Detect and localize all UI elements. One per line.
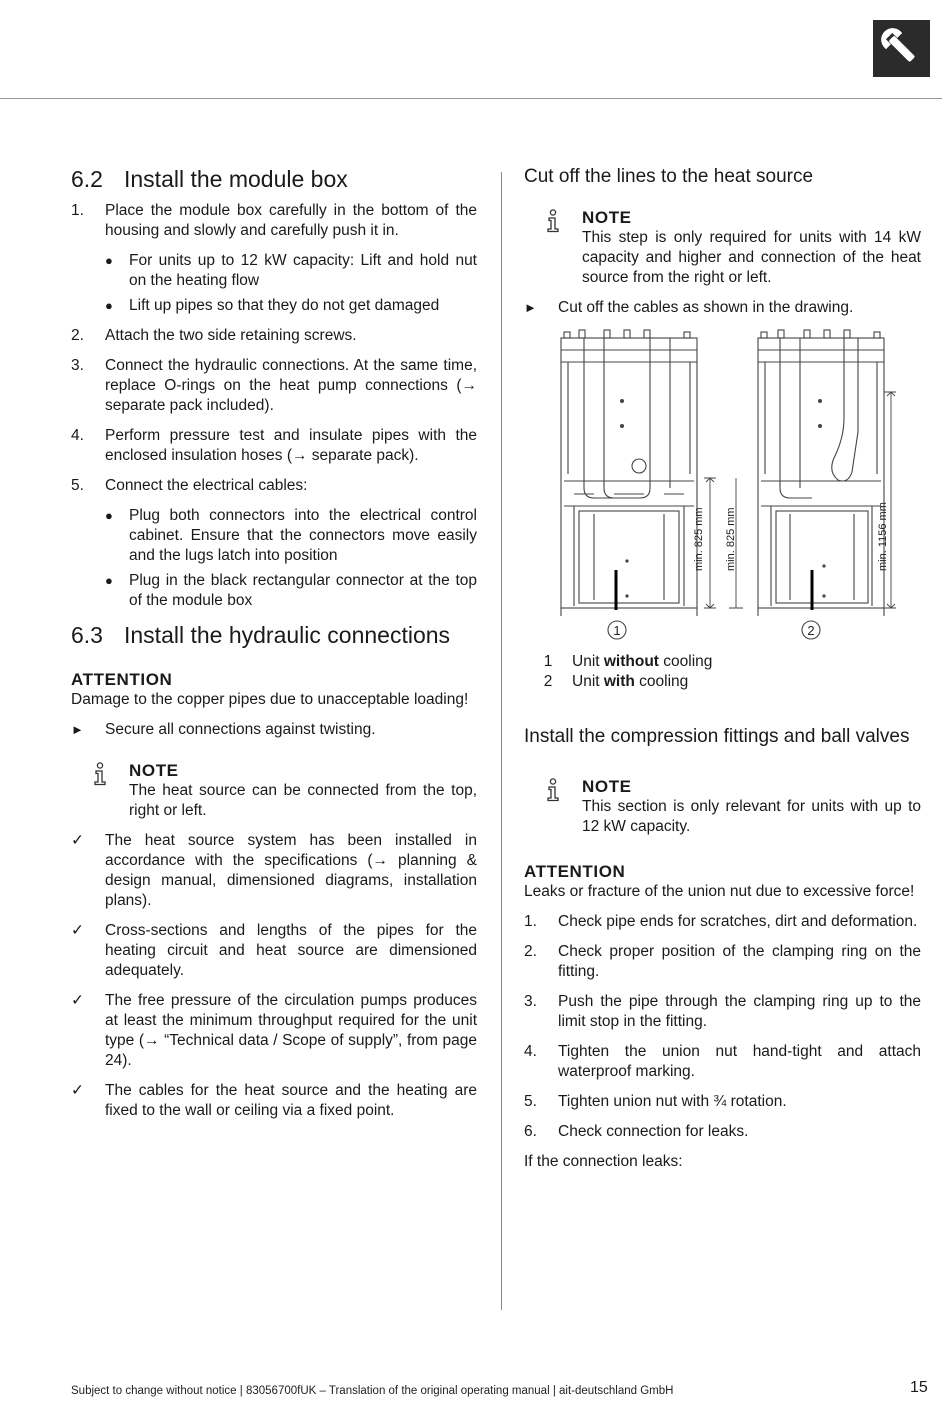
header-rule [0, 98, 942, 99]
check-item: ✓ The heat source system has been installed in accordance with the specifications (→ planning & design manual, dimensioned diagrams, installation plans). [71, 832, 477, 909]
fittings-heading: Install the compression fittings and ball valves [524, 726, 910, 747]
bullet-item: ● Lift up pipes so that they do not get damaged [105, 297, 440, 314]
checkmark-icon: ✓ [71, 992, 84, 1009]
dimension-label: min. 825 mm [693, 507, 705, 571]
bullet-item: ● For units up to 12 kW capacity: Lift and hold nut on the heating flow [105, 252, 477, 289]
step-item: 1. Place the module box carefully in the bottom of the housing and slowly and carefully push it in. [71, 202, 477, 239]
left-column [71, 165, 477, 1121]
checkmark-icon: ✓ [71, 922, 84, 939]
wrench-icon [873, 20, 930, 77]
callout-1: 1 [613, 623, 621, 638]
step-item: 6. Check connection for leaks. [524, 1123, 749, 1140]
attention-block [524, 861, 921, 902]
step-item: 3. Connect the hydraulic connections. At the same time, replace O-rings on the heat pump connections (→ separate pack included). [71, 357, 477, 414]
step-item: 2. Attach the two side retaining screws. [71, 327, 357, 344]
dimension-label: min. 1156 mm [877, 502, 889, 571]
attention-title: ATTENTION [524, 862, 626, 881]
arrow-right-icon: ► [524, 300, 537, 315]
dimension-label: min. 825 mm [725, 507, 737, 571]
step-item: 2. Check proper position of the clamping ring on the fitting. [524, 943, 921, 980]
attention-title: ATTENTION [71, 670, 173, 689]
callout-2: 2 [807, 623, 815, 638]
step-item: 4. Perform pressure test and insulate pipes with the enclosed insulation hoses (→ separate pack). [71, 427, 477, 464]
legend-item: 2 Unit with cooling [543, 673, 689, 690]
note-block: NOTE This step is only required for units with 14 kW capacity and higher and connection of the heat source from the right or left. [524, 207, 921, 288]
attention-text: Leaks or fracture of the union nut due to excessive force! [524, 883, 915, 900]
action-item: ► Secure all connections against twisting. [71, 721, 376, 738]
attention-text: Damage to the copper pipes due to unacceptable loading! [71, 691, 469, 708]
checkmark-icon: ✓ [71, 832, 84, 849]
footer-text: Subject to change without notice | 83056700fUK – Translation of the original operating manual | ait-deutschland GmbH [71, 1385, 674, 1397]
section-6-3-heading: 6.3 Install the hydraulic connections [71, 622, 451, 648]
column-divider [501, 172, 502, 1310]
info-icon [71, 760, 129, 821]
unit-dimension-drawing [524, 326, 921, 646]
step-item: 3. Push the pipe through the clamping ring up to the limit stop in the fitting. [524, 993, 921, 1030]
bullet-item: ● Plug both connectors into the electrical control cabinet. Ensure that the connectors move easily and the lugs latch into position [105, 507, 477, 564]
checkmark-icon: ✓ [71, 1082, 84, 1099]
legend-item: 1 Unit without cooling [543, 653, 713, 670]
check-item: ✓ The cables for the heat source and the heating are fixed to the wall or ceiling via a fixed point. [71, 1082, 477, 1119]
check-item: ✓ The free pressure of the circulation pumps produces at least the minimum throughput required for the unit type (→ “Technical data / Scope of supply”, from page 24). [71, 992, 477, 1069]
step-item: 5. Tighten union nut with ¾ rotation. [524, 1093, 787, 1110]
page-number: 15 [910, 1379, 928, 1396]
step-item: 4. Tighten the union nut hand-tight and attach waterproof marking. [524, 1043, 921, 1080]
attention-block [71, 669, 477, 710]
note-block: NOTE The heat source can be connected from the top, right or left. [71, 760, 477, 821]
info-icon [524, 776, 582, 837]
bullet-item: ● Plug in the black rectangular connector at the top of the module box [105, 572, 477, 609]
unit-2-outline [758, 330, 884, 616]
section-6-2-heading: 6.2 Install the module box [71, 166, 348, 192]
closing-text: If the connection leaks: [524, 1153, 683, 1170]
unit-1-outline [561, 330, 697, 616]
step-item: 1. Check pipe ends for scratches, dirt and deformation. [524, 913, 918, 930]
right-column [524, 165, 921, 1172]
action-item: ► Cut off the cables as shown in the drawing. [524, 299, 854, 316]
arrow-right-icon: ► [71, 722, 84, 737]
cutoff-heading: Cut off the lines to the heat source [524, 166, 814, 187]
note-block: NOTE This section is only relevant for units with up to 12 kW capacity. [524, 776, 921, 837]
step-item: 5. Connect the electrical cables: [71, 477, 308, 494]
check-item: ✓ Cross-sections and lengths of the pipes for the heating circuit and heat source are dimensioned adequately. [71, 922, 477, 979]
info-icon [524, 207, 582, 288]
